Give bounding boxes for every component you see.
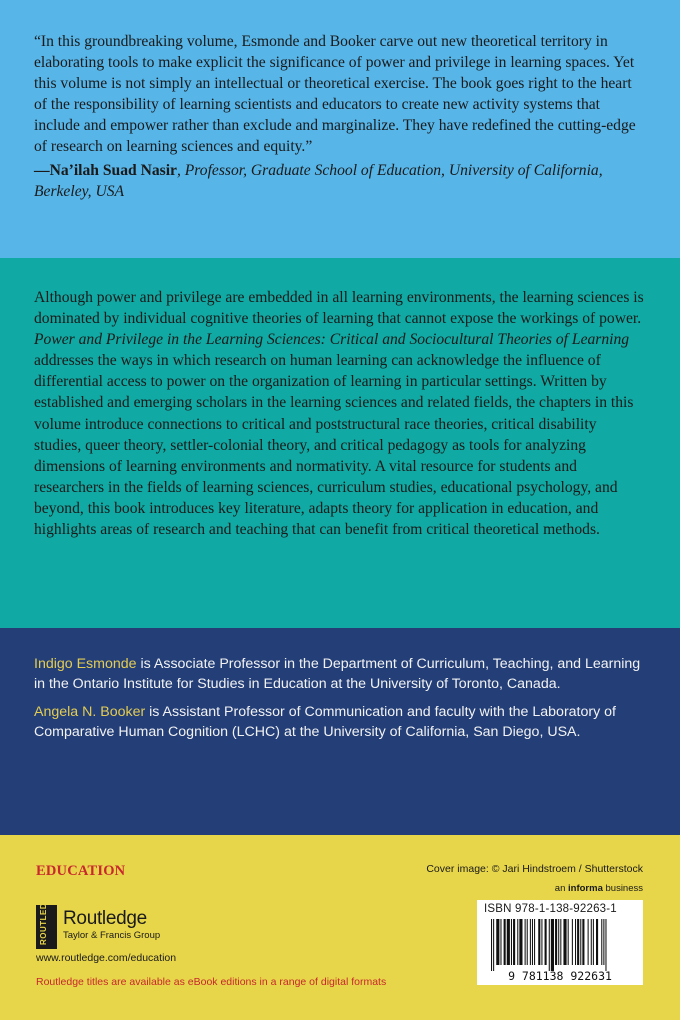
isbn-barcode-box bbox=[477, 900, 643, 985]
business-prefix: an bbox=[554, 883, 569, 894]
barcode-bar bbox=[582, 919, 584, 965]
barcode-graphic bbox=[477, 917, 643, 985]
author-bio-text: is Associate Professor in the Department of Curriculum, Teaching, and Learning in the Ontario Institute for Studies in Education at the University of Toronto, Canada. bbox=[34, 656, 641, 692]
informa-business-note bbox=[555, 883, 643, 894]
endorser-name: —Na’ilah Suad Nasir bbox=[34, 161, 177, 179]
cover-image-credit: Cover image: © Jari Hindstroem / Shutterstock bbox=[426, 863, 643, 875]
publisher-group: Taylor & Francis Group bbox=[63, 930, 161, 941]
endorser-affiliation: , Professor, Graduate School of Education, University of California, Berkeley, USA bbox=[34, 161, 603, 200]
book-title: Power and Privilege in the Learning Sciences: Critical and Sociocultural Theories of Learning bbox=[34, 331, 630, 349]
description-intro: Although power and privilege are embedded in all learning environments, the learning sciences is dominated by individual cognitive theories of learning that cannot expose the workings of power. bbox=[34, 289, 644, 328]
barcode-bar bbox=[525, 919, 526, 965]
barcode-bar bbox=[596, 919, 598, 965]
barcode-bar bbox=[555, 919, 557, 965]
barcode-bar bbox=[519, 919, 522, 965]
author-name: Angela N. Booker bbox=[34, 704, 146, 721]
logo-mark-text: ROUTLEDGE bbox=[39, 890, 48, 945]
barcode-bar bbox=[551, 919, 554, 971]
business-suffix: business bbox=[602, 883, 643, 894]
ebook-note: Routledge titles are available as eBook editions in a range of digital formats bbox=[36, 976, 387, 988]
book-description bbox=[34, 287, 644, 540]
informa-brand: informa bbox=[568, 883, 603, 894]
barcode-bar bbox=[545, 919, 547, 965]
isbn-label: ISBN 978-1-138-92263-1 bbox=[484, 903, 617, 915]
barcode-bar bbox=[560, 919, 561, 965]
barcode-bar bbox=[568, 919, 569, 965]
author-bio bbox=[34, 655, 644, 694]
barcode-bar bbox=[572, 919, 573, 965]
author-bio-text: is Assistant Professor of Communication and faculty with the Laboratory of Comparative Human Cognition (LCHC) at the University of California, San Diego, USA. bbox=[34, 704, 616, 740]
description-body: addresses the ways in which research on human learning can acknowledge the influence of differential access to power on the organization of learning in particular settings. Written by established and emerging scholars in the learning sciences and related fields, the chapters in this volume introduce connections to critical and poststructural race theories, critical disability studies, queer theory, settler-colonial theory, and critical pedagogy as tools for analyzing dimensions of learning environments and normativity. A vital resource for students and researchers in the fields of learning sciences, curriculum studies, educational psychology, and beyond, this book introduces key literature, adapts theory for application in education, and highlights areas of research and teaching that can benefit from critical theoretical methods. bbox=[34, 352, 634, 539]
barcode-bar bbox=[513, 919, 515, 965]
barcode-bar bbox=[575, 919, 576, 965]
publisher-logo bbox=[36, 890, 161, 949]
author-bios-section bbox=[0, 628, 680, 835]
publisher-name: Routledge bbox=[63, 908, 147, 929]
endorsement-quote: “In this groundbreaking volume, Esmonde and Booker carve out new theoretical territory in elaborating tools to make explicit the significance of power and privilege in learning spaces. Yet this volume is not simply an intellectual or theoretical exercise. The book goes right to the heart of the responsibility of learning scientists and educators to create new activity systems that include and empower rather than exclude and marginalize. They have redefined the cutting-edge of research on learning sciences and equity.” bbox=[34, 33, 636, 156]
barcode-bar bbox=[511, 919, 512, 965]
publisher-website: www.routledge.com/education bbox=[36, 952, 177, 964]
barcode-bar bbox=[538, 919, 540, 965]
publisher-footer bbox=[0, 835, 680, 1020]
book-description-section bbox=[0, 258, 680, 628]
author-bio bbox=[34, 703, 644, 742]
endorsement-attribution bbox=[34, 160, 644, 202]
barcode-digits: 9 781138 922631 bbox=[508, 969, 612, 983]
barcode-bar bbox=[491, 919, 492, 971]
barcode-bar bbox=[563, 919, 566, 965]
barcode-bar bbox=[496, 919, 499, 965]
barcode-bar bbox=[601, 919, 602, 965]
barcode-bar bbox=[591, 919, 592, 965]
barcode-bar bbox=[593, 919, 594, 965]
logo-wordmark bbox=[63, 905, 160, 942]
barcode-bar bbox=[580, 919, 581, 965]
barcode-bar bbox=[507, 919, 510, 965]
routledge-logo-icon bbox=[36, 890, 57, 949]
barcode-bar bbox=[530, 919, 531, 965]
author-name: Indigo Esmonde bbox=[34, 656, 137, 672]
barcode-bar bbox=[577, 919, 579, 965]
barcode-bar bbox=[532, 919, 533, 965]
barcode-bar bbox=[603, 919, 604, 965]
subject-category: EDUCATION bbox=[36, 863, 126, 879]
barcode-bar bbox=[527, 919, 528, 965]
barcode-bar bbox=[588, 919, 589, 965]
barcode-bar bbox=[493, 919, 494, 971]
barcode-bar bbox=[549, 919, 550, 971]
barcode-bar bbox=[541, 919, 542, 965]
barcode-bar bbox=[558, 919, 559, 965]
barcode-bar bbox=[504, 919, 506, 965]
barcode-bar bbox=[534, 919, 535, 965]
barcode-bar bbox=[605, 919, 606, 971]
endorsement-section bbox=[0, 0, 680, 258]
barcode-bar bbox=[500, 919, 501, 965]
barcode-bar bbox=[517, 919, 518, 965]
